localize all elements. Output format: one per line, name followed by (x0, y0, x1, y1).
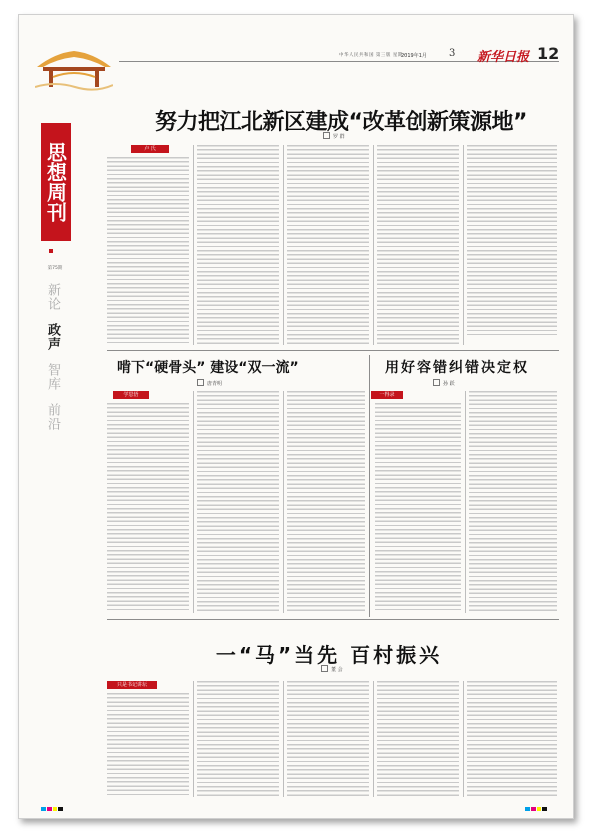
lead-text-col-2 (197, 145, 279, 345)
left-text-col-3 (287, 391, 365, 613)
byline-box-icon (197, 379, 204, 386)
column-divider (193, 145, 194, 345)
masthead-day: 3 (449, 48, 456, 59)
right-text-col-2 (469, 391, 557, 613)
section-title: 思想周刊 (41, 123, 71, 241)
lead-text-col-5 (467, 145, 557, 335)
right-headline: 用好容错纠错决定权 (385, 360, 529, 376)
column-divider (463, 145, 464, 345)
sidebar-item-qianyan: 前沿 (45, 403, 60, 431)
lead-text-col-3 (287, 145, 369, 345)
lead-headline: 努力把江北新区建成“改革创新策源地” (155, 110, 527, 135)
column-divider (283, 391, 284, 613)
masthead-date-small: 中华人民共和国 第三版 星期一 (339, 53, 408, 58)
print-color-bar (525, 807, 547, 811)
column-divider (283, 681, 284, 797)
lead-tag: 卢 氏 (131, 145, 169, 153)
left-tag: 学思悟 (113, 391, 149, 399)
sidebar-item-xinlun: 新论 (45, 283, 60, 311)
left-headline: 啃下“硬骨头” 建设“双一流” (117, 360, 299, 376)
left-byline: 唐青明 (197, 379, 222, 387)
bottom-tag: 只是书记讲坛 (107, 681, 157, 689)
bottom-text-col-4 (377, 681, 459, 797)
section-marker (49, 249, 53, 253)
lead-text-col-1 (107, 157, 189, 345)
left-text-col-2 (197, 391, 279, 613)
left-text-col-1 (107, 403, 189, 613)
sidebar-item-zhiku: 智库 (45, 363, 60, 391)
issue-number: 第75期 (47, 266, 63, 271)
section-rule (107, 350, 559, 351)
bottom-headline: 一“马”当先 百村振兴 (215, 643, 443, 667)
right-text-col-1 (375, 403, 461, 613)
column-divider (283, 145, 284, 345)
column-divider (193, 391, 194, 613)
byline-box-icon (323, 132, 330, 139)
byline-box-icon (321, 665, 328, 672)
column-divider (373, 145, 374, 345)
sidebar-item-zhengsheng: 政声 (45, 323, 60, 351)
column-divider (193, 681, 194, 797)
masthead-date: 2019年1月 (401, 53, 427, 59)
column-divider (463, 681, 464, 797)
byline-box-icon (433, 379, 440, 386)
bottom-byline: 董 会 (321, 665, 343, 673)
bottom-text-col-3 (287, 681, 369, 797)
bottom-text-col-5 (467, 681, 557, 797)
article-divider (369, 355, 370, 617)
newspaper-name: 新华日报 (477, 50, 530, 65)
bottom-text-col-2 (197, 681, 279, 797)
sidebar-nav (45, 283, 75, 443)
bottom-text-col-1 (107, 693, 189, 797)
newspaper-page (18, 14, 574, 819)
column-divider (465, 391, 466, 613)
section-logo-icon (35, 47, 113, 95)
page-number: 12 (537, 44, 560, 63)
print-color-bar (41, 807, 63, 811)
right-tag: 一得录 (371, 391, 403, 399)
lead-byline: 罗 群 (323, 132, 345, 140)
column-divider (373, 681, 374, 797)
right-byline: 孙 跃 (433, 379, 455, 387)
section-rule (107, 619, 559, 620)
lead-text-col-4 (377, 145, 459, 345)
